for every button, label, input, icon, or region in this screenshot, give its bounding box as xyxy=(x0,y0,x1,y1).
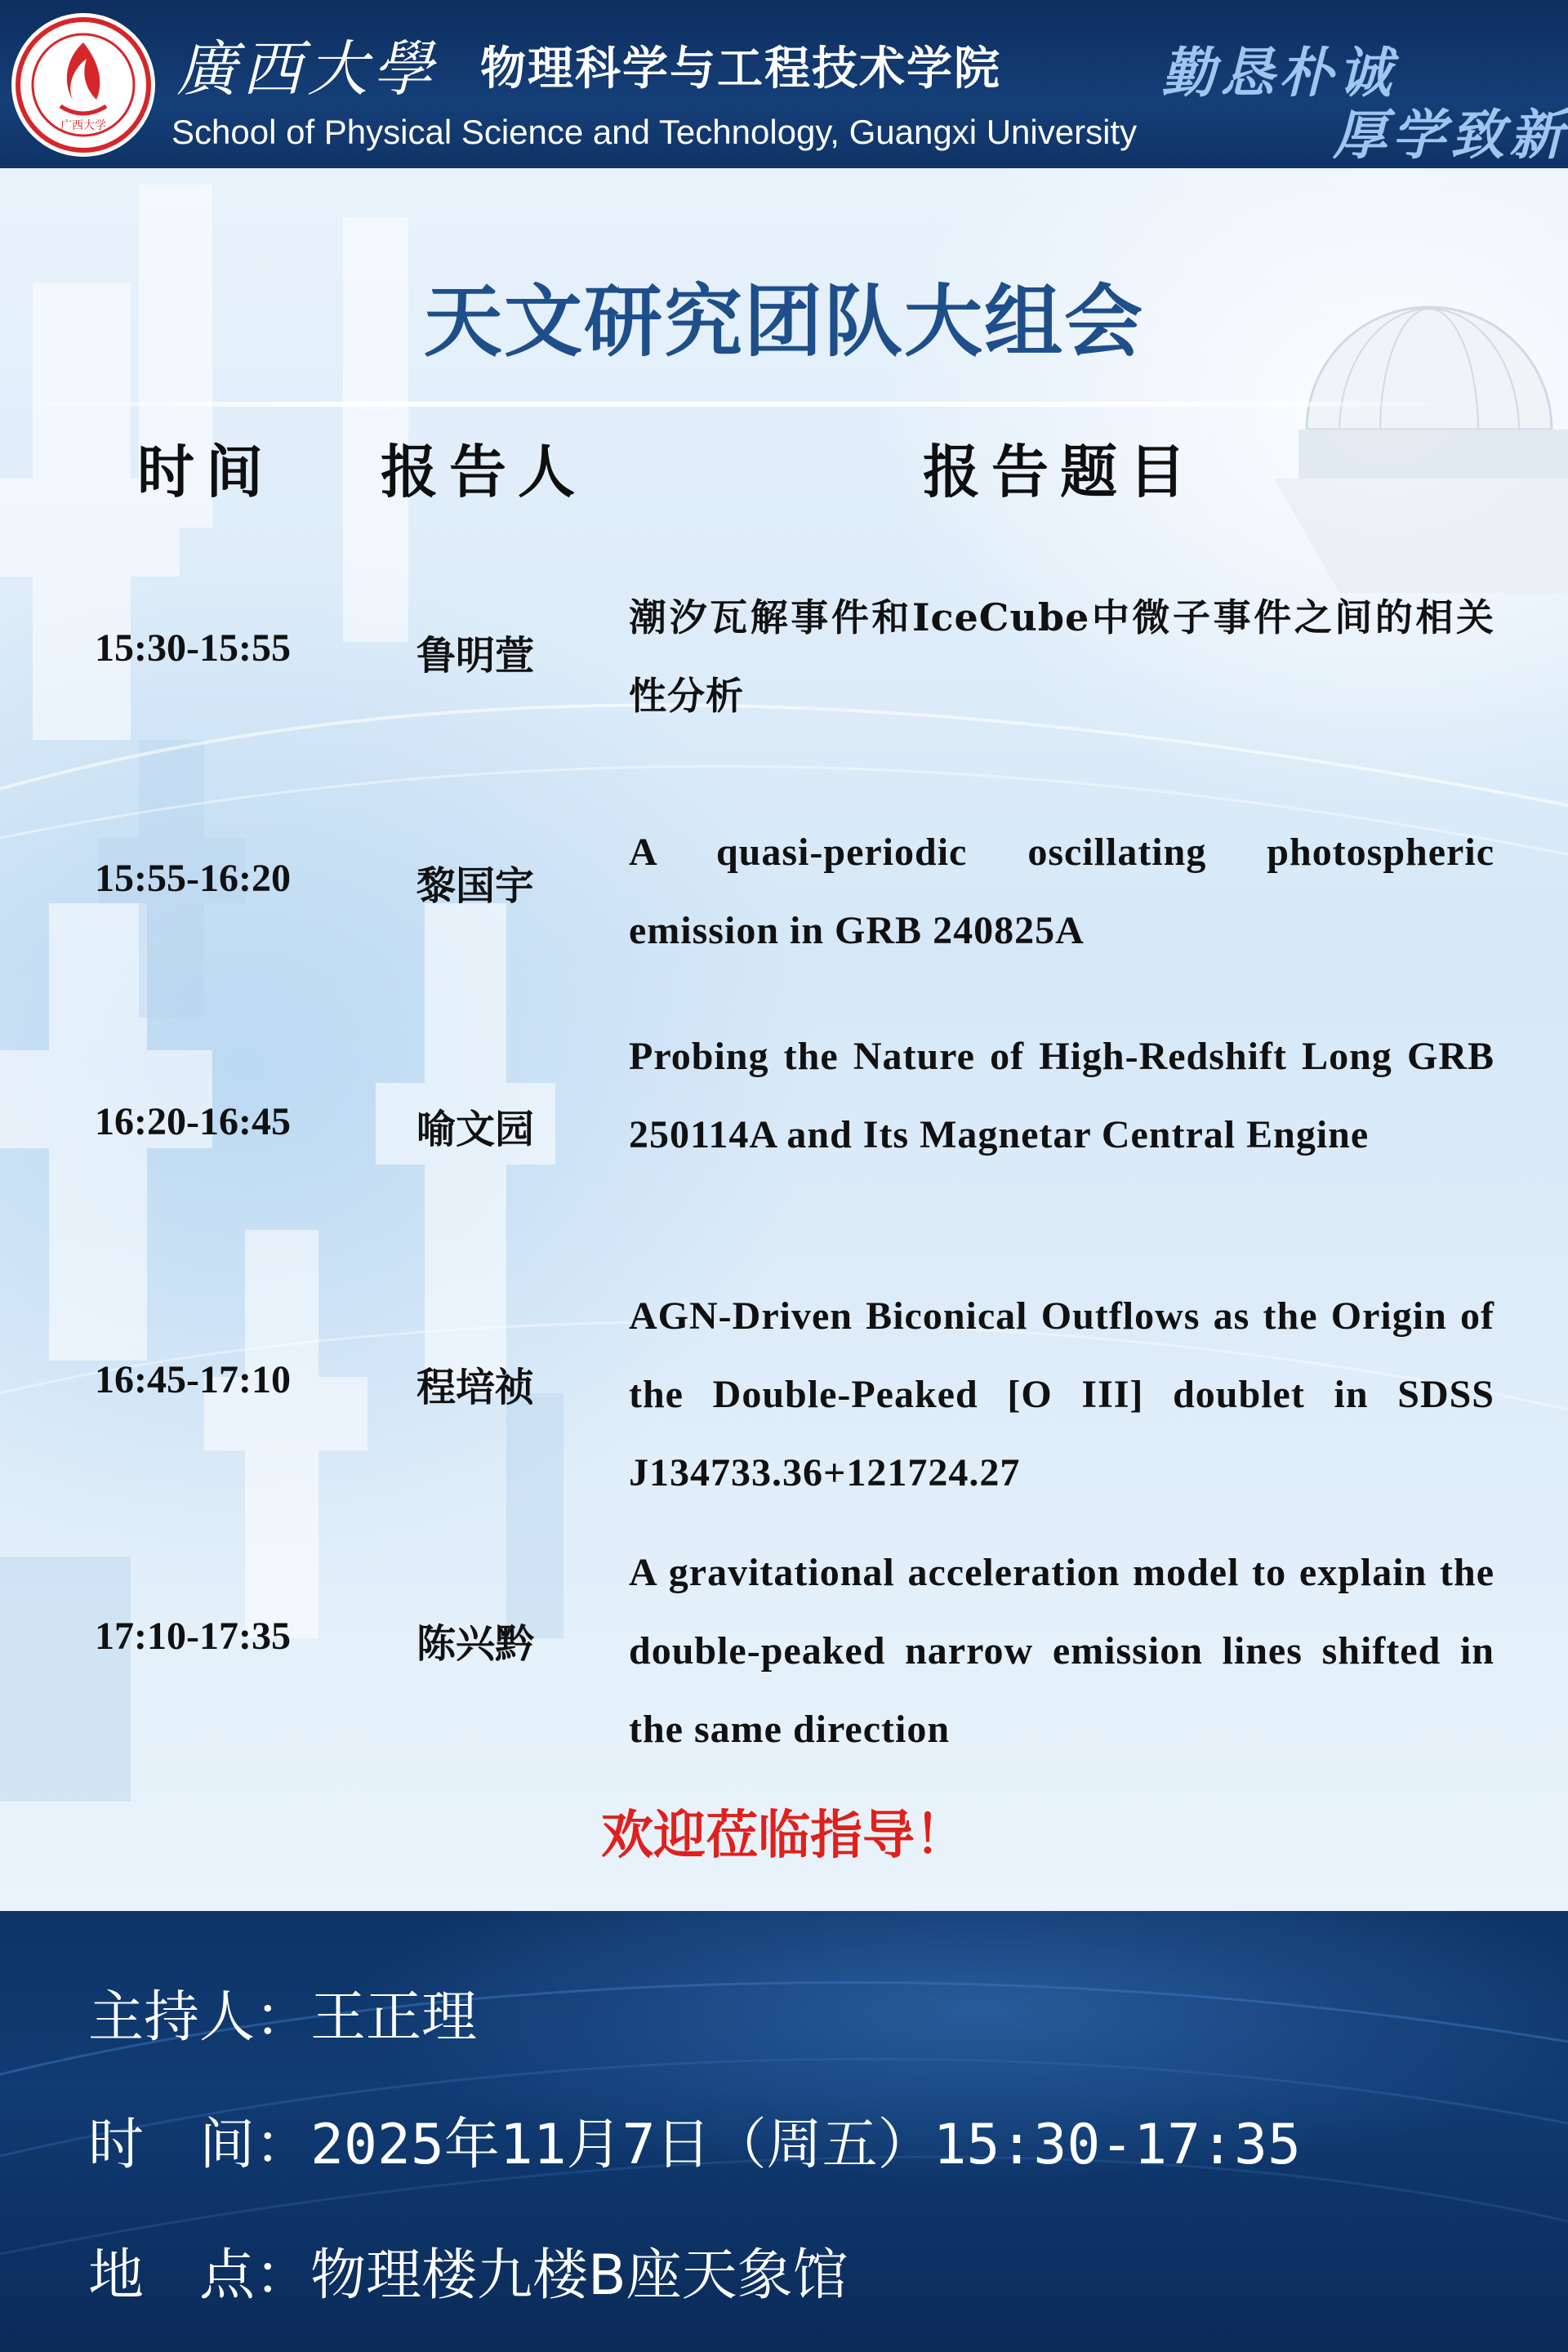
talk-topic: 潮汐瓦解事件和IceCube中微子事件之间的相关性分析 xyxy=(629,595,1494,718)
talk-time: 15:30-15:55 xyxy=(95,626,291,670)
title-divider xyxy=(41,402,1470,407)
school-name-en: School of Physical Science and Technology, Guangxi University xyxy=(172,113,1138,151)
university-name: 廣西大學 xyxy=(176,34,438,105)
talk-topic: A gravitational acceleration model to explain the double-peaked narrow emission lines shifted in the same direction xyxy=(629,1551,1494,1751)
header-banner xyxy=(0,0,1568,168)
host-value: 王正理 xyxy=(310,1985,478,2050)
agenda-panel xyxy=(0,168,1568,1911)
host-row xyxy=(88,1973,477,2052)
talk-topic: A quasi-periodic oscillating photospheric emission in GRB 240825A xyxy=(629,831,1494,952)
logo-text: 广西大学 xyxy=(60,119,106,132)
school-name-cn: 物理科学与工程技术学院 xyxy=(480,42,1001,96)
host-label: 主持人： xyxy=(88,1985,311,2050)
talk-time: 15:55-16:20 xyxy=(95,857,291,900)
column-header-topic: 报告题目 xyxy=(923,438,1197,506)
time-label: 时 间： xyxy=(88,2113,311,2177)
talk-time: 16:45-17:10 xyxy=(95,1358,291,1401)
talk-time: 17:10-17:35 xyxy=(95,1615,291,1658)
place-label: 地 点： xyxy=(88,2243,311,2308)
time-row xyxy=(88,2100,1301,2180)
talk-time: 16:20-16:45 xyxy=(95,1100,291,1143)
column-header-time: 时间 xyxy=(137,438,274,506)
column-header-speaker: 报告人 xyxy=(381,438,586,506)
university-logo-icon xyxy=(8,10,158,160)
welcome-message: 欢迎莅临指导！ xyxy=(601,1805,967,1866)
motto-line-2: 厚学致新 xyxy=(1333,103,1568,167)
talk-topic: Probing the Nature of High-Redshift Long GRB 250114A and Its Magnetar Central Engine xyxy=(629,1035,1494,1156)
talk-speaker: 鲁明萱 xyxy=(416,633,535,679)
time-value: 2025年11月7日（周五）15:30-17:35 xyxy=(310,2113,1301,2177)
talk-speaker: 程培祯 xyxy=(416,1365,535,1410)
place-value: 物理楼九楼B座天象馆 xyxy=(310,2243,849,2308)
page-title: 天文研究团队大组会 xyxy=(424,276,1144,368)
talk-speaker: 喻文园 xyxy=(416,1107,535,1152)
talk-speaker: 黎国宇 xyxy=(416,863,535,909)
footer-info xyxy=(0,1911,1568,2352)
talk-topic: AGN-Driven Biconical Outflows as the Origin of the Double-Peaked [O III] doublet in SDSS J134733.36+121724.27 xyxy=(629,1294,1494,1494)
motto-line-1: 勤恳朴诚 xyxy=(1161,41,1396,105)
place-row xyxy=(88,2231,849,2310)
talk-speaker: 陈兴黔 xyxy=(416,1621,535,1667)
